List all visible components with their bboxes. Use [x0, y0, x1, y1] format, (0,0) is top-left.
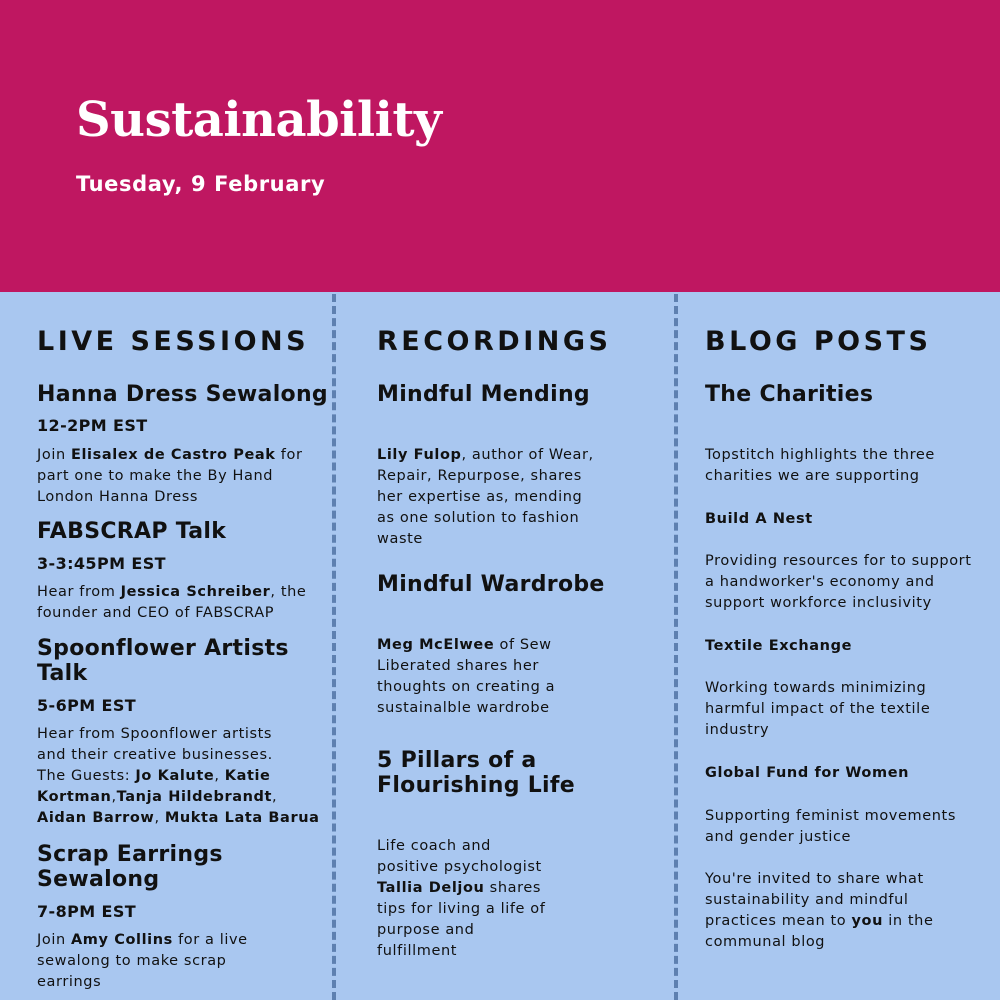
charity-name: Global Fund for Women — [705, 765, 910, 781]
charity-desc-line: Providing resources for to support — [705, 553, 972, 569]
blog-desc-line: charities we are supporting — [705, 468, 920, 484]
session-desc-line: The Guests: Jo Kalute, Katie — [37, 768, 271, 784]
blog-desc-line: sustainability and mindful — [705, 892, 909, 908]
recording-desc-line: tips for living a life of — [377, 901, 546, 917]
recording-desc-line: Meg McElwee of Sew — [377, 637, 552, 653]
session-desc-line: Join Elisalex de Castro Peak for — [37, 447, 303, 463]
blog-posts-heading: BLOG POSTS — [705, 326, 932, 357]
recording-desc-line: positive psychologist — [377, 859, 542, 875]
event-date: Tuesday, 9 February — [76, 172, 326, 196]
session-time: 3-3:45PM EST — [37, 554, 166, 573]
recording-desc-line: Liberated shares her — [377, 658, 539, 674]
session-desc-line: sewalong to make scrap — [37, 953, 227, 969]
blog-desc-line: Topstitch highlights the three — [705, 447, 935, 463]
recording-desc-line: Repair, Repurpose, shares — [377, 468, 582, 484]
column-divider-1 — [332, 294, 336, 1000]
recording-desc-line: sustainalble wardrobe — [377, 700, 550, 716]
recording-desc-line: Tallia Deljou shares — [377, 880, 542, 896]
session-time: 7-8PM EST — [37, 902, 137, 921]
session-title: Talk — [37, 661, 88, 686]
session-desc-line: part one to make the By Hand — [37, 468, 274, 484]
charity-name: Build A Nest — [705, 511, 813, 527]
session-time: 5-6PM EST — [37, 696, 137, 715]
recording-title: Mindful Wardrobe — [377, 572, 605, 597]
live-sessions-heading: LIVE SESSIONS — [37, 326, 310, 357]
recording-desc-line: Lily Fulop, author of Wear, — [377, 447, 594, 463]
session-desc-line: London Hanna Dress — [37, 489, 199, 505]
session-desc-line: Join Amy Collins for a live — [37, 932, 248, 948]
header-banner — [0, 0, 1000, 292]
session-time: 12-2PM EST — [37, 416, 148, 435]
session-desc-line: earrings — [37, 974, 102, 990]
column-divider-2 — [674, 294, 678, 1000]
recording-desc-line: Life coach and — [377, 838, 491, 854]
charity-desc-line: a handworker's economy and — [705, 574, 935, 590]
recording-title: 5 Pillars of a — [377, 748, 537, 773]
recording-title: Flourishing Life — [377, 773, 575, 798]
session-desc-line: founder and CEO of FABSCRAP — [37, 605, 275, 621]
charity-desc-line: Supporting feminist movements — [705, 808, 956, 824]
recording-desc-line: fulfillment — [377, 943, 458, 959]
recording-desc-line: purpose and — [377, 922, 475, 938]
blog-title: The Charities — [705, 382, 874, 407]
recording-title: Mindful Mending — [377, 382, 590, 407]
recording-desc-line: as one solution to fashion — [377, 510, 580, 526]
session-desc-line: Hear from Spoonflower artists — [37, 726, 273, 742]
session-desc-line: Hear from Jessica Schreiber, the — [37, 584, 307, 600]
session-desc-line: Aidan Barrow, Mukta Lata Barua — [37, 810, 320, 826]
charity-desc-line: Working towards minimizing — [705, 680, 927, 696]
blog-desc-line: You're invited to share what — [705, 871, 924, 887]
session-title: Sewalong — [37, 867, 160, 892]
recording-desc-line: waste — [377, 531, 423, 547]
recordings-heading: RECORDINGS — [377, 326, 612, 357]
charity-desc-line: support workforce inclusivity — [705, 595, 932, 611]
charity-name: Textile Exchange — [705, 638, 853, 654]
charity-desc-line: and gender justice — [705, 829, 852, 845]
blog-desc-line: communal blog — [705, 934, 826, 950]
page-title: Sustainability — [76, 92, 442, 148]
session-title: Spoonflower Artists — [37, 636, 289, 661]
session-title: Scrap Earrings — [37, 842, 223, 867]
recording-desc-line: thoughts on creating a — [377, 679, 556, 695]
session-desc-line: Kortman,Tanja Hildebrandt, — [37, 789, 278, 805]
charity-desc-line: industry — [705, 722, 770, 738]
blog-desc-line: practices mean to you in the — [705, 913, 934, 929]
charity-desc-line: harmful impact of the textile — [705, 701, 931, 717]
session-desc-line: and their creative businesses. — [37, 747, 273, 763]
recording-desc-line: her expertise as, mending — [377, 489, 583, 505]
session-title: FABSCRAP Talk — [37, 519, 227, 544]
session-title: Hanna Dress Sewalong — [37, 382, 328, 407]
